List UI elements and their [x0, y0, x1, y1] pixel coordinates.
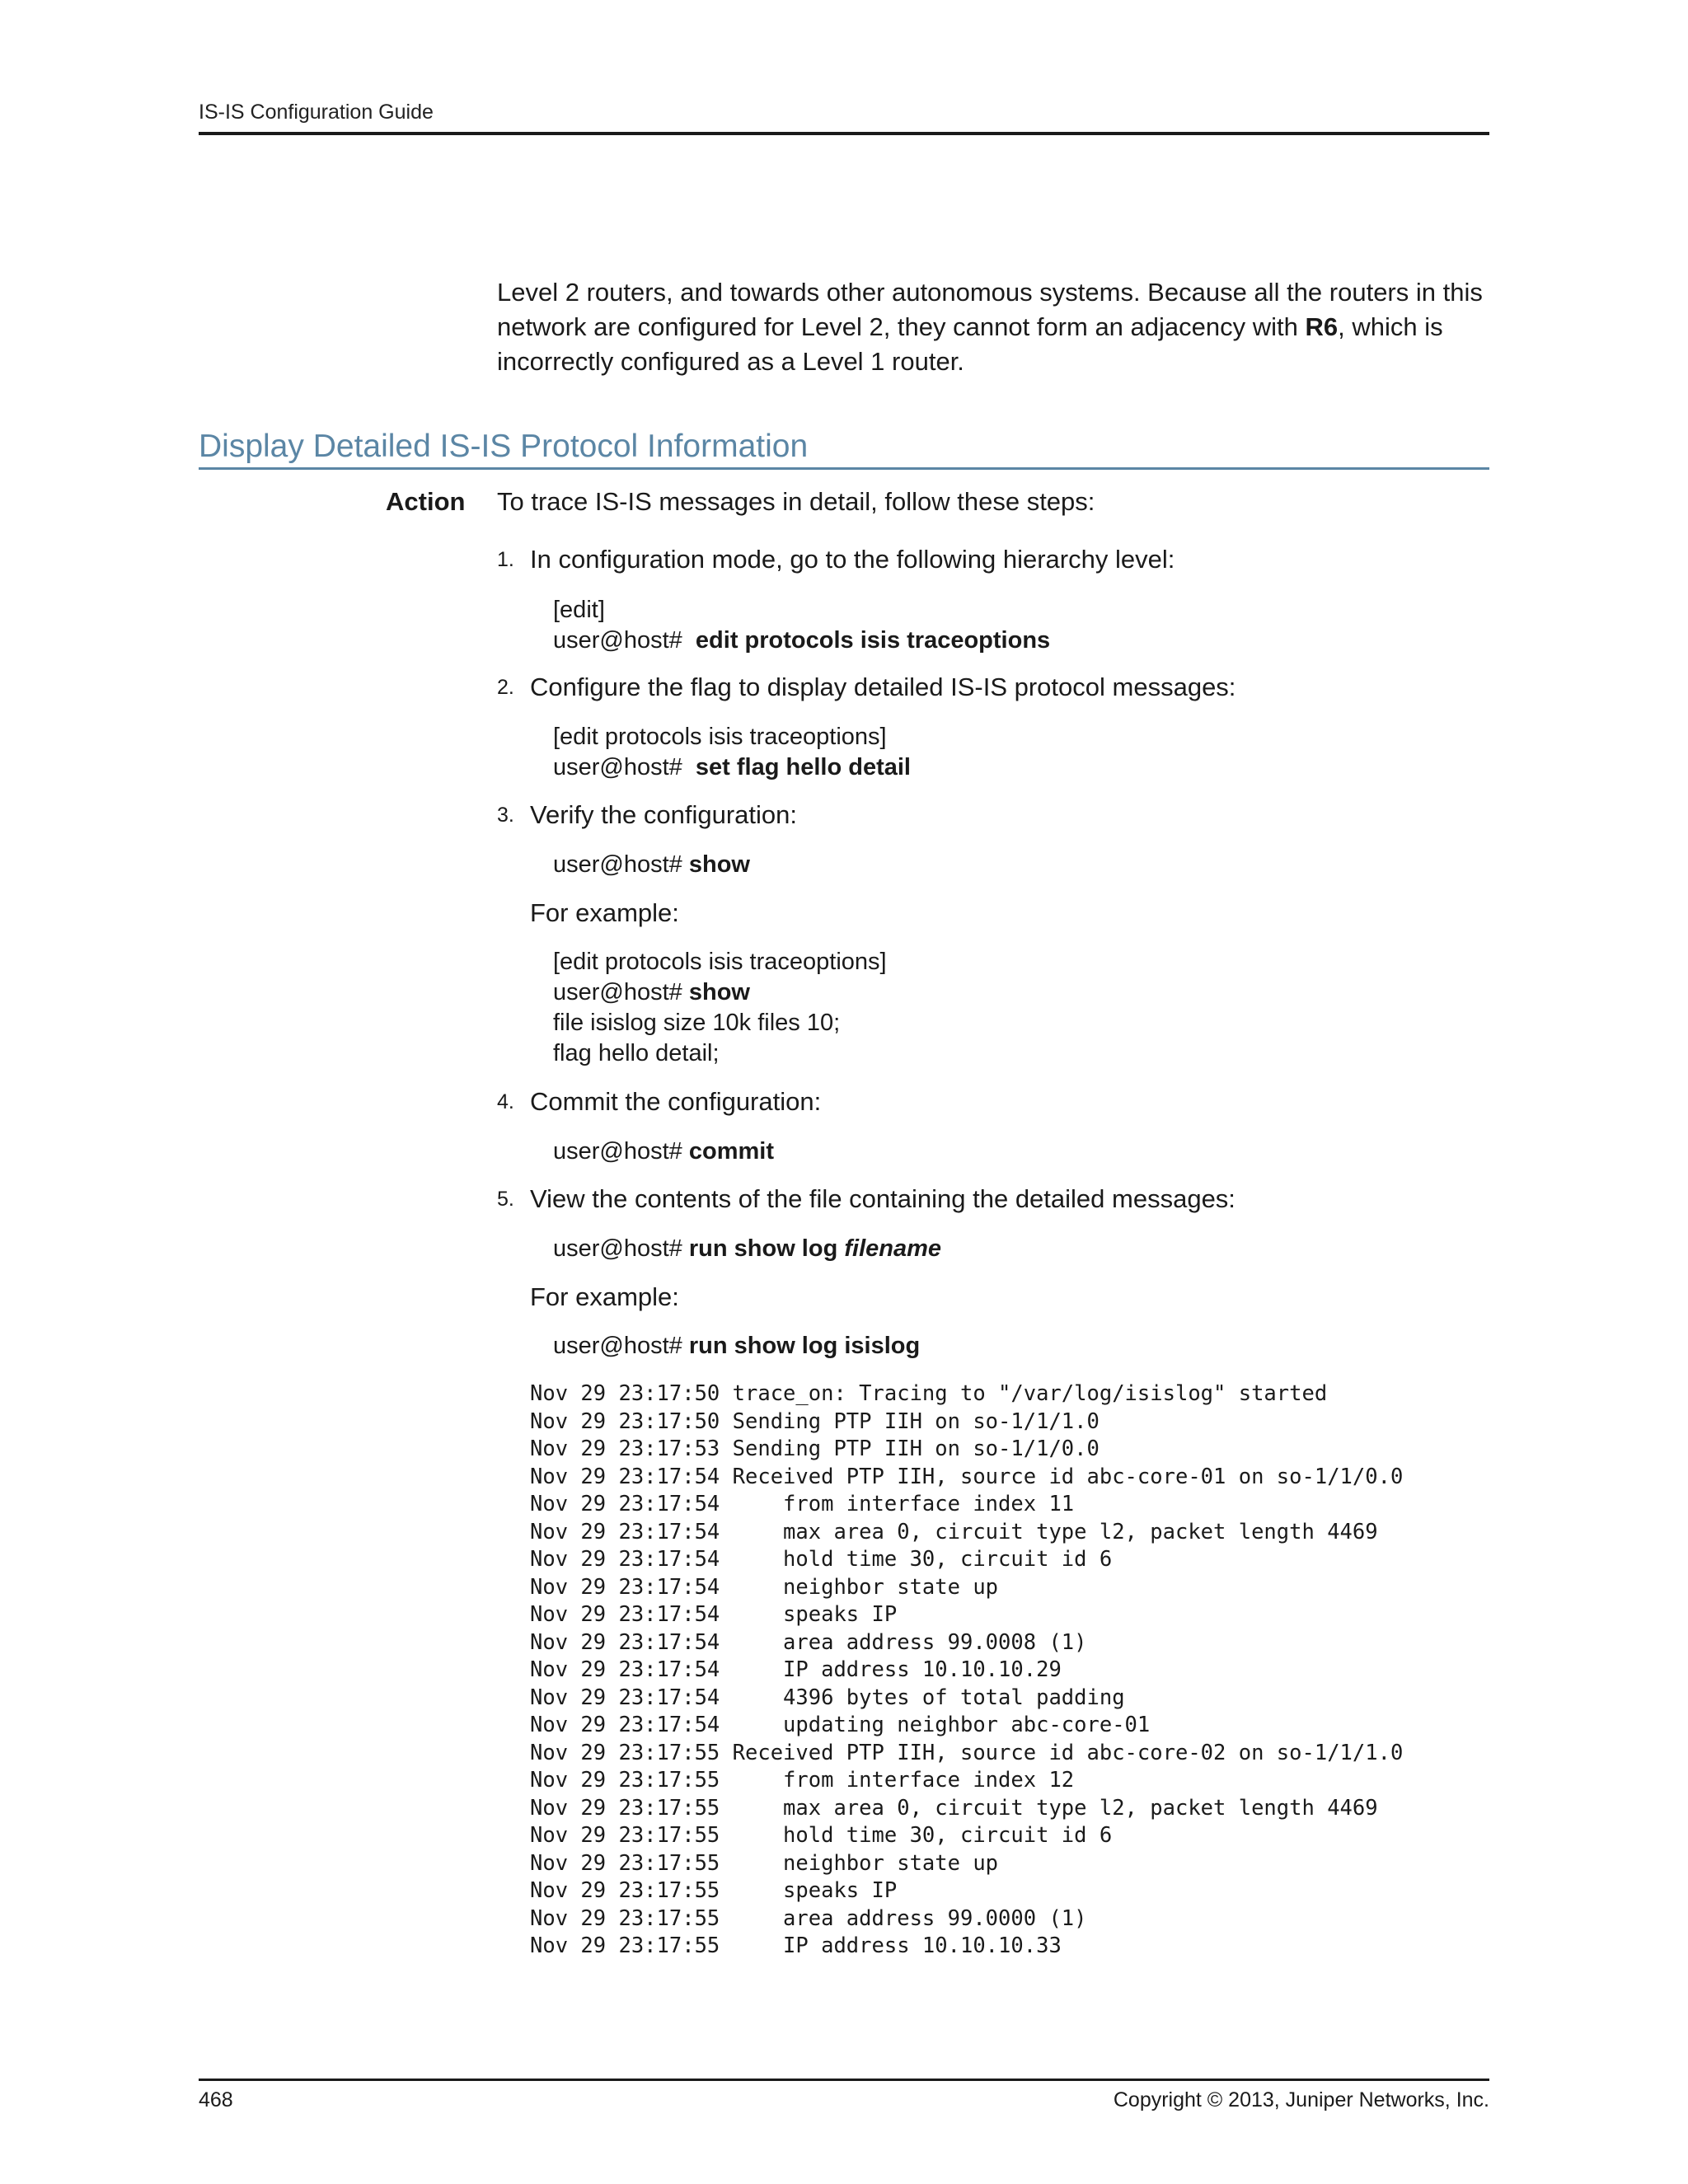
command-context: [edit protocols isis traceoptions] [553, 949, 887, 975]
command-line [553, 977, 887, 1008]
section-rule [199, 467, 1489, 470]
step-text: In configuration mode, go to the following hierarchy level: [530, 545, 1175, 574]
log-line: Nov 29 23:17:50 Sending PTP IIH on so-1/1/1.0 [530, 1408, 1100, 1434]
section-title: Display Detailed IS-IS Protocol Information [199, 429, 809, 464]
action-intro: To trace IS-IS messages in detail, follow these steps: [497, 487, 1095, 516]
log-line: Nov 29 23:17:54 hold time 30, circuit id 6 [530, 1547, 1113, 1572]
step-number: 3. [497, 804, 514, 827]
log-line: Nov 29 23:17:54 IP address 10.10.10.29 [530, 1657, 1062, 1682]
command-line [553, 1331, 920, 1361]
command-prompt: user@host# [553, 1138, 682, 1165]
example-label: For example: [530, 898, 679, 927]
example-label: For example: [530, 1282, 679, 1311]
log-line: Nov 29 23:17:55 hold time 30, circuit id 6 [530, 1823, 1113, 1848]
log-line: Nov 29 23:17:55 area address 99.0000 (1) [530, 1905, 1087, 1931]
log-line: Nov 29 23:17:54 4396 bytes of total padding [530, 1685, 1125, 1710]
log-line: Nov 29 23:17:55 speaks IP [530, 1878, 898, 1903]
command-text: edit protocols isis traceoptions [695, 627, 1051, 654]
log-line: Nov 29 23:17:54 from interface index 11 [530, 1492, 1075, 1516]
command-text: show [688, 979, 750, 1005]
step-text: View the contents of the file containing the detailed messages: [530, 1184, 1236, 1213]
command-text: run show log isislog [688, 1333, 921, 1359]
command-line [553, 850, 750, 880]
command-line [553, 752, 911, 783]
copyright-notice: Copyright © 2013, Juniper Networks, Inc. [1113, 2088, 1489, 2111]
running-header: IS-IS Configuration Guide [199, 101, 434, 124]
command-context: [edit] [553, 597, 605, 623]
config-output-line: flag hello detail; [553, 1040, 720, 1066]
header-rule [199, 132, 1489, 135]
command-prompt: user@host# [553, 754, 682, 780]
command-line [553, 1137, 774, 1167]
command-context: [edit protocols isis traceoptions] [553, 724, 887, 750]
log-line: Nov 29 23:17:55 neighbor state up [530, 1850, 999, 1876]
command-block [553, 722, 911, 783]
intro-text-end: , which is incorrectly configured as a Level 1 router. [497, 312, 1443, 376]
footer-rule [199, 2079, 1489, 2081]
step-text: Commit the configuration: [530, 1087, 822, 1116]
log-line: Nov 29 23:17:55 from interface index 12 [530, 1768, 1075, 1793]
example-block [553, 947, 887, 1069]
log-output [530, 1380, 1403, 1961]
step-number: 5. [497, 1188, 514, 1211]
command-text: run show log [688, 1235, 838, 1262]
step-text: Verify the configuration: [530, 800, 797, 829]
command-argument: filename [844, 1235, 942, 1262]
command-prompt: user@host# [553, 851, 682, 878]
action-label: Action [386, 487, 466, 516]
log-line: Nov 29 23:17:54 Received PTP IIH, source id abc-core-01 on so-1/1/0.0 [530, 1464, 1404, 1489]
command-prompt: user@host# [553, 979, 682, 1005]
command-line [553, 626, 1050, 656]
intro-text-start: Level 2 routers, and towards other autonomous systems. Because all the routers in this network are configured for Level 2, they cannot form an adjacency with [497, 278, 1483, 341]
log-line: Nov 29 23:17:50 trace_on: Tracing to "/var/log/isislog" started [530, 1381, 1328, 1406]
command-prompt: user@host# [553, 1235, 682, 1262]
command-prompt: user@host# [553, 627, 682, 654]
log-line: Nov 29 23:17:53 Sending PTP IIH on so-1/1/0.0 [530, 1436, 1100, 1461]
step-number: 2. [497, 676, 514, 699]
log-line: Nov 29 23:17:55 IP address 10.10.10.33 [530, 1933, 1062, 1958]
log-line: Nov 29 23:17:54 neighbor state up [530, 1574, 999, 1600]
config-output-line: file isislog size 10k files 10; [553, 1010, 841, 1036]
page-number: 468 [199, 2088, 233, 2111]
command-text: set flag hello detail [695, 754, 911, 780]
step-text: Configure the flag to display detailed IS-IS protocol messages: [530, 673, 1236, 701]
step-number: 1. [497, 548, 514, 571]
command-text: show [688, 851, 750, 878]
router-name: R6 [1305, 312, 1339, 341]
command-line [553, 1234, 941, 1264]
step-number: 4. [497, 1090, 514, 1113]
command-block [553, 595, 1050, 656]
log-line: Nov 29 23:17:55 max area 0, circuit type l2, packet length 4469 [530, 1795, 1378, 1821]
log-line: Nov 29 23:17:54 speaks IP [530, 1602, 898, 1627]
command-text: commit [688, 1138, 774, 1165]
command-prompt: user@host# [553, 1333, 682, 1359]
log-line: Nov 29 23:17:54 updating neighbor abc-core-01 [530, 1713, 1151, 1737]
intro-paragraph [497, 275, 1494, 379]
log-line: Nov 29 23:17:55 Received PTP IIH, source id abc-core-02 on so-1/1/1.0 [530, 1740, 1404, 1765]
log-line: Nov 29 23:17:54 max area 0, circuit type l2, packet length 4469 [530, 1519, 1378, 1544]
log-line: Nov 29 23:17:54 area address 99.0008 (1) [530, 1629, 1087, 1655]
